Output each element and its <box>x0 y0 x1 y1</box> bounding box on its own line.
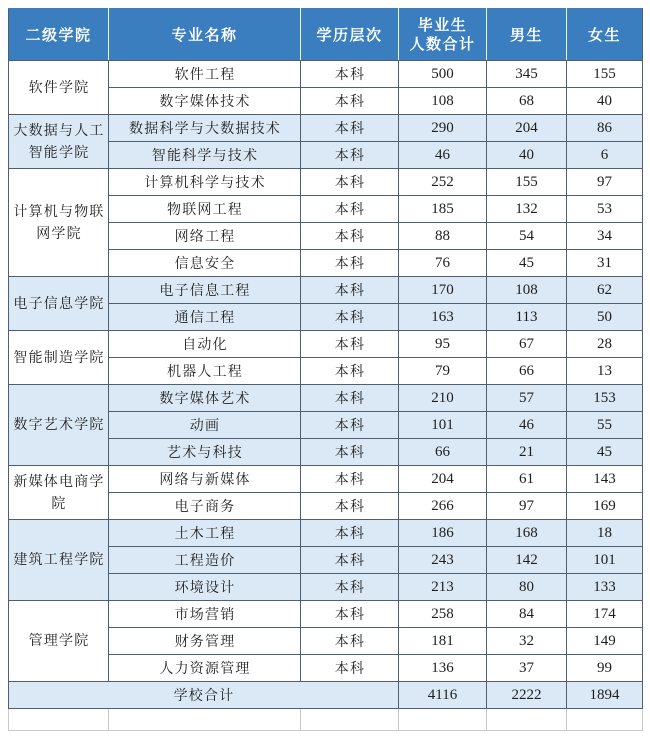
header-graduate-total-line: 毕业生 <box>417 15 468 34</box>
table-row <box>9 520 643 547</box>
female-count-cell: 28 <box>567 331 643 358</box>
table-row <box>9 331 643 358</box>
graduate-total-cell: 258 <box>399 601 487 628</box>
female-count-cell: 143 <box>567 466 643 493</box>
major-cell: 网络工程 <box>109 223 301 250</box>
blank-cell <box>109 709 301 731</box>
male-count-cell: 113 <box>487 304 567 331</box>
major-cell: 人力资源管理 <box>109 655 301 682</box>
male-count-cell: 132 <box>487 196 567 223</box>
male-count-cell: 108 <box>487 277 567 304</box>
college-name-line: 管理学院 <box>28 633 90 649</box>
major-cell: 物联网工程 <box>109 196 301 223</box>
graduate-statistics-table <box>8 8 643 731</box>
graduate-total-cell: 290 <box>399 115 487 142</box>
major-cell: 环境设计 <box>109 574 301 601</box>
major-cell: 自动化 <box>109 331 301 358</box>
female-count-cell: 53 <box>567 196 643 223</box>
education-level-cell: 本科 <box>301 493 399 520</box>
blank-cell <box>399 709 487 731</box>
male-count-cell: 204 <box>487 115 567 142</box>
major-cell: 计算机科学与技术 <box>109 169 301 196</box>
female-count-cell: 55 <box>567 412 643 439</box>
education-level-cell: 本科 <box>301 655 399 682</box>
header-college: 二级学院 <box>9 9 109 61</box>
education-level-cell: 本科 <box>301 88 399 115</box>
education-level-cell: 本科 <box>301 115 399 142</box>
female-count-cell: 169 <box>567 493 643 520</box>
college-name-line: 建筑工程学院 <box>13 552 105 568</box>
college-name-line: 智能制造学院 <box>13 349 105 366</box>
college-cell <box>9 115 109 169</box>
male-count-cell: 37 <box>487 655 567 682</box>
education-level-cell: 本科 <box>301 628 399 655</box>
male-count-cell: 97 <box>487 493 567 520</box>
education-level-cell: 本科 <box>301 601 399 628</box>
female-count-cell: 155 <box>567 61 643 88</box>
graduate-total-cell: 252 <box>399 169 487 196</box>
college-cell <box>9 277 109 331</box>
male-count-cell: 61 <box>487 466 567 493</box>
major-cell: 工程造价 <box>109 547 301 574</box>
blank-cell <box>9 709 109 731</box>
education-level-cell: 本科 <box>301 142 399 169</box>
female-count-cell: 18 <box>567 520 643 547</box>
male-count-cell: 54 <box>487 223 567 250</box>
education-level-cell: 本科 <box>301 277 399 304</box>
male-count-cell: 21 <box>487 439 567 466</box>
education-level-cell: 本科 <box>301 520 399 547</box>
header-row <box>9 9 643 61</box>
male-count-cell: 84 <box>487 601 567 628</box>
male-count-cell: 80 <box>487 574 567 601</box>
major-cell: 网络与新媒体 <box>109 466 301 493</box>
major-cell: 艺术与科技 <box>109 439 301 466</box>
college-name-line: 软件学院 <box>28 79 90 96</box>
table-row <box>9 115 643 142</box>
education-level-cell: 本科 <box>301 61 399 88</box>
graduate-total-cell: 101 <box>399 412 487 439</box>
table-row <box>9 61 643 88</box>
male-count-cell: 57 <box>487 385 567 412</box>
graduate-total-cell: 108 <box>399 88 487 115</box>
college-cell <box>9 61 109 115</box>
summary-male: 2222 <box>487 682 567 709</box>
graduate-total-cell: 210 <box>399 385 487 412</box>
table-header <box>9 9 643 61</box>
female-count-cell: 149 <box>567 628 643 655</box>
male-count-cell: 40 <box>487 142 567 169</box>
table-body <box>9 61 643 682</box>
female-count-cell: 174 <box>567 601 643 628</box>
graduate-total-cell: 185 <box>399 196 487 223</box>
major-cell: 电子商务 <box>109 493 301 520</box>
summary-row <box>9 682 643 709</box>
blank-cell <box>567 709 643 731</box>
college-name-line: 数字艺术学院 <box>13 417 105 433</box>
education-level-cell: 本科 <box>301 196 399 223</box>
header-male: 男生 <box>487 9 567 61</box>
header-education-level: 学历层次 <box>301 9 399 61</box>
college-cell <box>9 601 109 682</box>
male-count-cell: 68 <box>487 88 567 115</box>
summary-label: 学校合计 <box>9 682 399 709</box>
female-count-cell: 62 <box>567 277 643 304</box>
graduate-total-cell: 266 <box>399 493 487 520</box>
female-count-cell: 31 <box>567 250 643 277</box>
college-cell <box>9 520 109 601</box>
table-row <box>9 385 643 412</box>
education-level-cell: 本科 <box>301 547 399 574</box>
male-count-cell: 155 <box>487 169 567 196</box>
major-cell: 市场营销 <box>109 601 301 628</box>
major-cell: 数字媒体技术 <box>109 88 301 115</box>
table-row <box>9 601 643 628</box>
graduate-total-cell: 163 <box>399 304 487 331</box>
graduate-total-cell: 213 <box>399 574 487 601</box>
header-graduate-total <box>399 9 487 61</box>
college-cell <box>9 169 109 277</box>
major-cell: 电子信息工程 <box>109 277 301 304</box>
education-level-cell: 本科 <box>301 574 399 601</box>
graduate-total-cell: 243 <box>399 547 487 574</box>
major-cell: 机器人工程 <box>109 358 301 385</box>
education-level-cell: 本科 <box>301 385 399 412</box>
major-cell: 财务管理 <box>109 628 301 655</box>
female-count-cell: 86 <box>567 115 643 142</box>
education-level-cell: 本科 <box>301 331 399 358</box>
male-count-cell: 66 <box>487 358 567 385</box>
table-row <box>9 169 643 196</box>
male-count-cell: 142 <box>487 547 567 574</box>
education-level-cell: 本科 <box>301 304 399 331</box>
graduate-total-cell: 204 <box>399 466 487 493</box>
graduate-total-cell: 46 <box>399 142 487 169</box>
header-graduate-total-line: 人数合计 <box>409 34 476 53</box>
college-cell <box>9 466 109 520</box>
college-name-line: 大数据与人工 <box>13 122 105 139</box>
college-name-line: 网学院 <box>36 225 82 242</box>
female-count-cell: 99 <box>567 655 643 682</box>
table-row <box>9 466 643 493</box>
graduate-total-cell: 181 <box>399 628 487 655</box>
female-count-cell: 6 <box>567 142 643 169</box>
education-level-cell: 本科 <box>301 250 399 277</box>
male-count-cell: 45 <box>487 250 567 277</box>
graduate-total-cell: 66 <box>399 439 487 466</box>
college-name-line: 新媒体电商学 <box>13 473 105 490</box>
blank-cell <box>487 709 567 731</box>
major-cell: 数字媒体艺术 <box>109 385 301 412</box>
major-cell: 通信工程 <box>109 304 301 331</box>
female-count-cell: 45 <box>567 439 643 466</box>
male-count-cell: 345 <box>487 61 567 88</box>
major-cell: 信息安全 <box>109 250 301 277</box>
college-cell <box>9 331 109 385</box>
blank-cell <box>301 709 399 731</box>
female-count-cell: 40 <box>567 88 643 115</box>
male-count-cell: 32 <box>487 628 567 655</box>
graduate-total-cell: 170 <box>399 277 487 304</box>
header-female: 女生 <box>567 9 643 61</box>
college-cell <box>9 385 109 466</box>
male-count-cell: 168 <box>487 520 567 547</box>
female-count-cell: 50 <box>567 304 643 331</box>
header-major: 专业名称 <box>109 9 301 61</box>
blank-row <box>9 709 643 731</box>
table-row <box>9 277 643 304</box>
graduate-total-cell: 88 <box>399 223 487 250</box>
college-name-line: 院 <box>51 495 67 512</box>
graduate-total-cell: 500 <box>399 61 487 88</box>
graduate-total-cell: 186 <box>399 520 487 547</box>
male-count-cell: 67 <box>487 331 567 358</box>
education-level-cell: 本科 <box>301 466 399 493</box>
education-level-cell: 本科 <box>301 223 399 250</box>
major-cell: 数据科学与大数据技术 <box>109 115 301 142</box>
male-count-cell: 46 <box>487 412 567 439</box>
female-count-cell: 153 <box>567 385 643 412</box>
summary-female: 1894 <box>567 682 643 709</box>
graduate-total-cell: 95 <box>399 331 487 358</box>
major-cell: 土木工程 <box>109 520 301 547</box>
education-level-cell: 本科 <box>301 412 399 439</box>
education-level-cell: 本科 <box>301 169 399 196</box>
female-count-cell: 97 <box>567 169 643 196</box>
female-count-cell: 101 <box>567 547 643 574</box>
college-name-line: 计算机与物联 <box>13 203 105 220</box>
graduate-total-cell: 136 <box>399 655 487 682</box>
major-cell: 动画 <box>109 412 301 439</box>
female-count-cell: 13 <box>567 358 643 385</box>
graduate-total-cell: 76 <box>399 250 487 277</box>
major-cell: 软件工程 <box>109 61 301 88</box>
college-name-line: 电子信息学院 <box>13 295 105 312</box>
graduate-total-cell: 79 <box>399 358 487 385</box>
college-name-line: 智能学院 <box>28 144 90 161</box>
table-footer <box>9 682 643 731</box>
education-level-cell: 本科 <box>301 358 399 385</box>
female-count-cell: 133 <box>567 574 643 601</box>
female-count-cell: 34 <box>567 223 643 250</box>
education-level-cell: 本科 <box>301 439 399 466</box>
summary-total: 4116 <box>399 682 487 709</box>
major-cell: 智能科学与技术 <box>109 142 301 169</box>
